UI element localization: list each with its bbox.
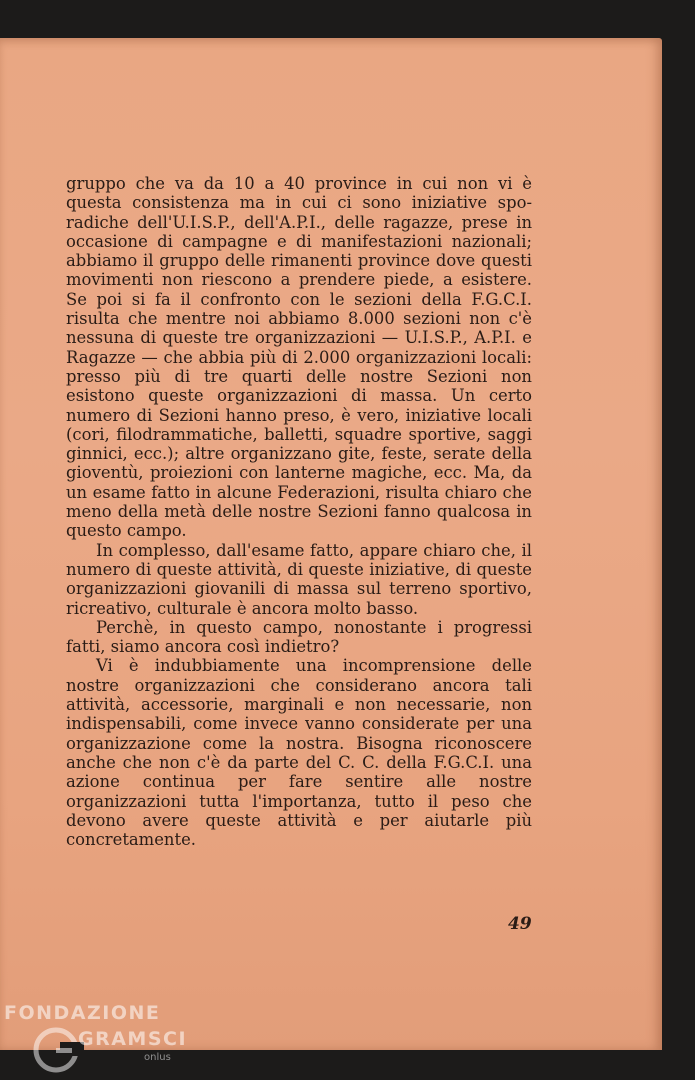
book-page [0,38,662,1050]
paragraph-2: In complesso, dall'esame fatto, appare chiaro che, il numero di queste attività, di queste iniziative, di queste organizzazioni giovanili di massa sul terreno sportivo, ricreativo, culturale è ancora molto basso. [66,540,532,618]
paragraph-1: gruppo che va da 10 a 40 province in cui non vi è questa consistenza ma in cui ci sono iniziative sporadiche dell'U.I.S.P., dell'A.P.I., delle ragazze, prese in occasione di campagne e di manifestazioni nazionali; abbiamo il gruppo delle rimanenti province dove questi movimenti non riescono a prendere piede, a esistere. Se poi si fa il confronto con le sezioni della F.G.C.I. risulta che mentre noi abbiamo 8.000 sezioni non c'è nessuna di queste tre organizzazioni — U.I.S.P., A.P.I. e Ragazze — che abbia più di 2.000 organizzazioni locali: presso più di tre quarti delle nostre Sezioni non esistono queste organizzazioni di massa. Un certo numero di Sezioni hanno preso, è vero, iniziative locali (cori, filodrammatiche, balletti, squadre sportive, saggi ginnici, ecc.); altre organizzano gite, feste, serate della gioventù, proiezioni con lanterne magiche, ecc. Ma, da un esame fatto in alcune Federazioni, risulta chiaro che meno della metà delle nostre Sezioni fanno qualcosa in questo campo. [66,174,532,541]
paragraph-3: Perchè, in questo campo, nonostante i progressi fatti, siamo ancora così indietro? [66,617,532,657]
watermark-line-2: GRAMSCI [78,1028,188,1050]
watermark-suffix: onlus [144,1052,171,1063]
page-number: 49 [508,914,532,934]
gramsci-logo-icon [26,1022,86,1078]
watermark [4,1002,188,1077]
paragraph-4: Vi è indubbiamente una incomprensione delle nostre organizzazioni che considerano ancora tali attività, accessorie, marginali e non necessarie, non indispensabili, come invece vanno considerate per una organizzazione come la nostra. Bisogna riconoscere anche che non c'è da parte del C. C. della F.G.C.I. una azione continua per fare sentire alle nostre organizzazioni tutta l'importanza, tutto il peso che devono avere queste attività e per aiutarle più concretamente. [66,656,532,850]
body-text [66,174,532,849]
watermark-line-1: FONDAZIONE [4,1002,161,1024]
